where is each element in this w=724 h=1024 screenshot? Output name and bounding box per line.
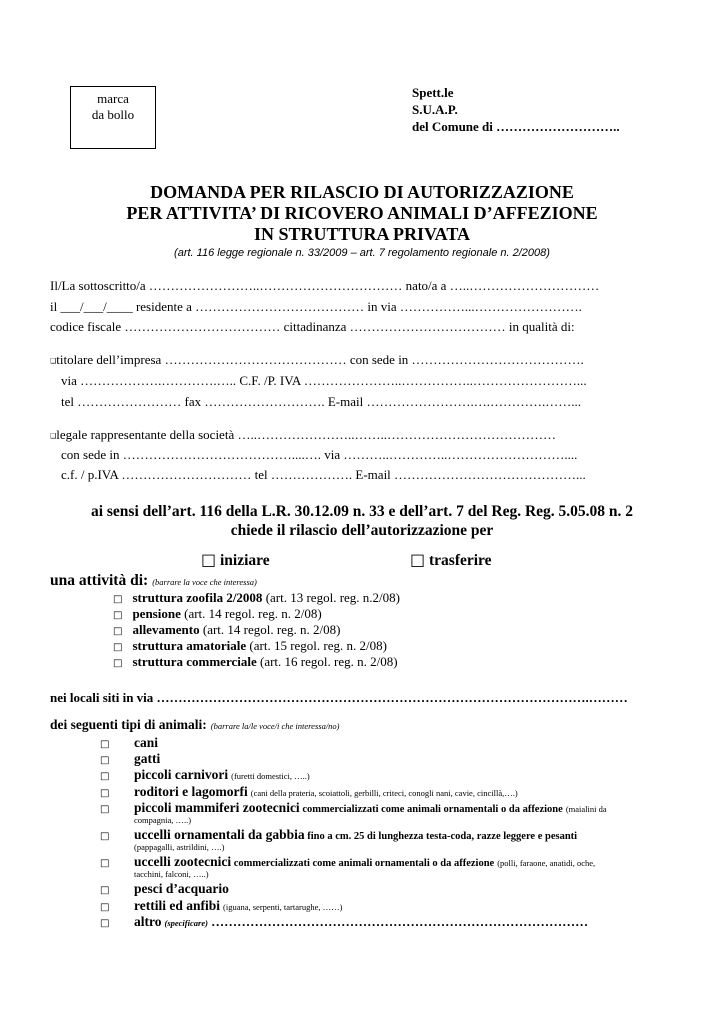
animals-heading-text: dei seguenti tipi di animali: bbox=[50, 717, 207, 732]
activity-item-ref: (art. 16 regol. reg. n. 2/08) bbox=[256, 654, 398, 669]
title-line-1: DOMANDA PER RILASCIO DI AUTORIZZAZIONE bbox=[150, 182, 574, 202]
checkbox-transfer[interactable]: □ bbox=[410, 550, 426, 569]
animal-item-note-cont: (pappagalli, astrildini, ….) bbox=[134, 842, 225, 852]
document-title bbox=[0, 182, 724, 245]
checkbox-animal[interactable]: □ bbox=[100, 831, 110, 842]
animal-item[interactable] bbox=[100, 766, 660, 784]
animal-item-note-cont: compagnia, …..) bbox=[134, 815, 192, 825]
animal-item-desc: commercializzati come animali ornamentali o da affezione bbox=[299, 804, 563, 815]
title-line-3: IN STRUTTURA PRIVATA bbox=[253, 224, 471, 244]
animal-item-name: uccelli zootecnici bbox=[134, 854, 232, 869]
owner-line-3: tel …………………… fax ………………………. E-mail …………………….….………….……... bbox=[61, 394, 581, 409]
activity-item-ref: (art. 14 regol. reg. n. 2/08) bbox=[199, 622, 341, 637]
animal-item-name: roditori e lagomorfi bbox=[134, 784, 248, 799]
checkbox-activity[interactable]: □ bbox=[113, 626, 123, 637]
checkbox-animal[interactable]: □ bbox=[100, 902, 110, 913]
legal-rep-line-1 bbox=[50, 427, 556, 443]
animal-item-name: rettili ed anfibi bbox=[134, 898, 220, 913]
recipient-line-3: del Comune di ……………………….. bbox=[412, 119, 620, 134]
animal-item-note-cont: tacchini, falconi, …..) bbox=[134, 869, 209, 879]
animal-item-note: (specificare) bbox=[164, 918, 208, 928]
recipient-line-1: Spett.le bbox=[412, 85, 454, 100]
activity-item-name: struttura zoofila 2/2008 bbox=[132, 590, 263, 605]
animal-item-name: pesci d’acquario bbox=[134, 881, 229, 896]
animal-item[interactable] bbox=[100, 880, 660, 898]
recipient-block bbox=[412, 84, 620, 135]
recipient-line-2: S.U.A.P. bbox=[412, 102, 458, 117]
animal-item-note: (polli, faraone, anatidi, oche, bbox=[497, 858, 596, 868]
option-transfer-label: trasferire bbox=[429, 552, 492, 569]
checkbox-animal[interactable]: □ bbox=[100, 771, 110, 782]
checkbox-activity[interactable]: □ bbox=[113, 658, 123, 669]
animal-item[interactable] bbox=[100, 799, 660, 825]
applicant-line-2: il ___/___/____ residente a ………………………………… in via ……………...……………………. bbox=[50, 299, 582, 314]
checkbox-animal[interactable]: □ bbox=[100, 885, 110, 896]
activity-item[interactable] bbox=[113, 606, 322, 622]
animal-item-note: (furetti domestici, …..) bbox=[231, 771, 310, 781]
activity-item[interactable] bbox=[113, 590, 400, 606]
animal-item-note: (iguana, serpenti, tartarughe, ……) bbox=[223, 902, 343, 912]
activity-item-ref: (art. 15 regol. reg. n. 2/08) bbox=[246, 638, 387, 653]
checkbox-activity[interactable]: □ bbox=[113, 594, 123, 605]
activity-item-ref: (art. 14 regol. reg. n. 2/08) bbox=[180, 606, 322, 621]
activity-item-name: struttura amatoriale bbox=[132, 638, 247, 653]
activity-item-name: allevamento bbox=[132, 622, 200, 637]
activity-heading-text: una attività di: bbox=[50, 572, 149, 589]
activity-item[interactable] bbox=[113, 622, 340, 638]
stamp-line-2: da bollo bbox=[91, 107, 135, 122]
checkbox-animal[interactable]: □ bbox=[100, 788, 110, 799]
animal-item-name: piccoli mammiferi zootecnici bbox=[134, 800, 300, 815]
option-transfer[interactable] bbox=[410, 550, 492, 570]
owner-line-1 bbox=[50, 352, 584, 368]
activity-item[interactable] bbox=[113, 638, 387, 654]
animal-item-note: (maialini da bbox=[565, 804, 607, 814]
animal-item-desc: commercializzati come animali ornamentali o da affezione bbox=[231, 858, 495, 869]
activity-item[interactable] bbox=[113, 654, 398, 670]
stamp-box bbox=[70, 86, 156, 149]
checkbox-animal[interactable]: □ bbox=[100, 858, 110, 869]
animal-item[interactable] bbox=[100, 913, 660, 931]
animal-item-name: piccoli carnivori bbox=[134, 767, 229, 782]
activity-note: (barrare la voce che interessa) bbox=[152, 577, 257, 587]
legal-rep-label: legale rappresentante della società …..…………………..……..………………………………… bbox=[56, 427, 556, 442]
checkbox-activity[interactable]: □ bbox=[113, 642, 123, 653]
request-line-2: chiede il rilascio dell’autorizzazione per bbox=[230, 522, 494, 539]
location-line: nei locali siti in via ……………………………………………………………………………………….……… bbox=[50, 690, 628, 705]
checkbox-animal[interactable]: □ bbox=[100, 739, 110, 750]
owner-label: titolare dell’impresa …………………………………… con sede in …………………………………. bbox=[56, 352, 584, 367]
legal-rep-line-3: c.f. / p.IVA ………………………… tel ………………. E-mail ……………………………………... bbox=[61, 467, 586, 482]
animal-item-name: cani bbox=[134, 735, 159, 750]
animal-item-specify[interactable]: …………………………………………………………………………… bbox=[207, 914, 589, 929]
animals-heading bbox=[50, 716, 340, 734]
stamp-line-1: marca bbox=[97, 91, 129, 106]
animal-item-name: gatti bbox=[134, 751, 161, 766]
animal-item[interactable] bbox=[100, 826, 660, 852]
animal-item[interactable] bbox=[100, 853, 660, 879]
owner-line-2: via ……………….………….….. C.F. /P. IVA …………………..……………..……………………... bbox=[61, 373, 587, 388]
checkbox-owner[interactable]: ❑ bbox=[50, 357, 57, 365]
checkbox-legal-rep[interactable]: ❑ bbox=[50, 432, 57, 440]
checkbox-animal[interactable]: □ bbox=[100, 918, 110, 929]
activity-item-ref: (art. 13 regol. reg. n.2/08) bbox=[262, 590, 400, 605]
option-start-label: iniziare bbox=[220, 552, 270, 569]
animal-item-note: (cani della prateria, scoiattoli, gerbilli, criteci, conogli nani, cavie, cincillà,….) bbox=[250, 788, 518, 798]
applicant-line-3: codice fiscale ……………………………… cittadinanza ……………………………… in qualità di: bbox=[50, 319, 575, 334]
checkbox-animal[interactable]: □ bbox=[100, 755, 110, 766]
applicant-line-1: Il/La sottoscritto/a ……………………..…………………………… nato/a a …..………………………… bbox=[50, 278, 600, 293]
animals-note: (barrare la/le voce/i che interessa/no) bbox=[210, 721, 340, 731]
request-line-1: ai sensi dell’art. 116 della L.R. 30.12.09 n. 33 e dell’art. 7 del Reg. Reg. 5.05.08 n. 2 bbox=[90, 503, 634, 520]
animal-item-name: uccelli ornamentali da gabbia bbox=[134, 827, 305, 842]
checkbox-start[interactable]: □ bbox=[201, 550, 217, 569]
checkbox-activity[interactable]: □ bbox=[113, 610, 123, 621]
document-subtitle: (art. 116 legge regionale n. 33/2009 – art. 7 regolamento regionale n. 2/2008) bbox=[174, 247, 550, 259]
activity-heading bbox=[50, 572, 257, 590]
animal-item-name: altro bbox=[134, 914, 162, 929]
activity-item-name: pensione bbox=[132, 606, 181, 621]
checkbox-animal[interactable]: □ bbox=[100, 804, 110, 815]
animal-item-desc: fino a cm. 25 di lunghezza testa-coda, razze leggere e pesanti bbox=[304, 831, 578, 842]
legal-rep-line-2: con sede in …………………………………....…. via ………..…………..……………………….... bbox=[61, 447, 578, 462]
title-line-2: PER ATTIVITA’ DI RICOVERO ANIMALI D’AFFEZIONE bbox=[126, 203, 598, 223]
option-start[interactable] bbox=[201, 550, 270, 570]
activity-item-name: struttura commerciale bbox=[132, 654, 257, 669]
